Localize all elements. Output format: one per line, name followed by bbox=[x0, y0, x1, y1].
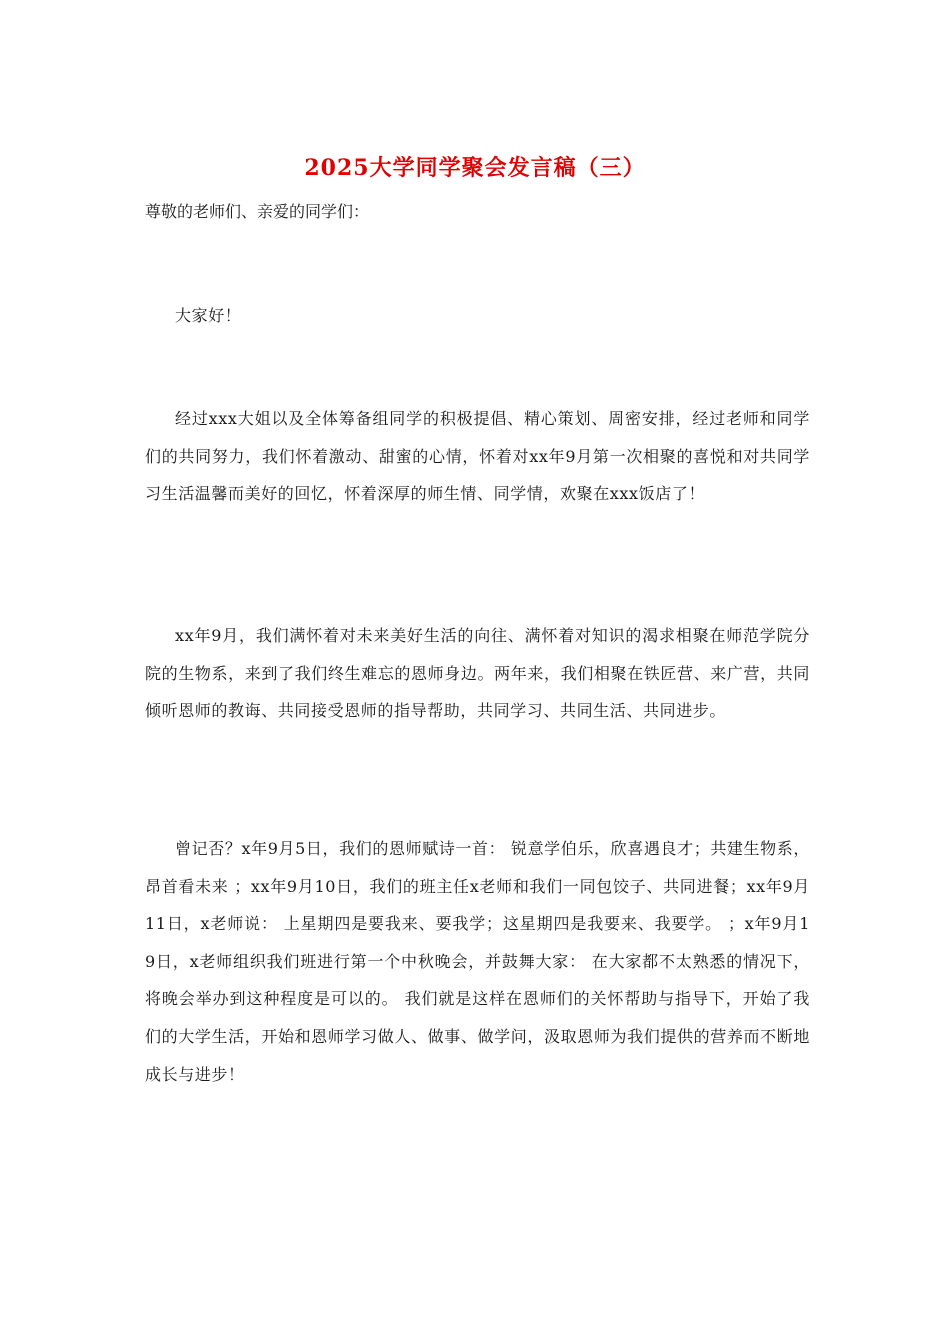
paragraph-greeting: 大家好！ bbox=[175, 306, 242, 325]
paragraph-memories: xx年9月，我们满怀着对未来美好生活的向往、满怀着对知识的渴求相聚在师范学院分院的生物系，来到了我们终生难忘的恩师身边。两年来，我们相聚在铁匠营、来广营，共同倾听恩师的教诲、共同接受恩师的指导帮助，共同学习、共同生活、共同进步。 bbox=[145, 626, 810, 721]
document-title: 2025大学同学聚会发言稿（三） bbox=[304, 155, 646, 181]
paragraph-recollections: 曾记否？x年9月5日，我们的恩师赋诗一首： 锐意学伯乐，欣喜遇良才；共建生物系，昂首看未来 ；xx年9月10日，我们的班主任x老师和我们一同包饺子、共同进餐；xx年9月11日，x老师说： 上星期四是要我来、要我学；这星期四是我要来、我要学。 ；x年9月19日，x老师组织我们班进行第一个中秋晚会，并鼓舞大家： 在大家都不太熟悉的情况下，将晚会举办到这种程度是可以的。 我们就是这样在恩师们的关怀帮助与指导下，开始了我们的大学生活，开始和恩师学习做人、做事、做学问，汲取恩师为我们提供的营养而不断地成长与进步！ bbox=[145, 839, 810, 1084]
salutation: 尊敬的老师们、亲爱的同学们： bbox=[145, 202, 370, 221]
paragraph-gathering: 经过xxx大姐以及全体筹备组同学的积极提倡、精心策划、周密安排，经过老师和同学们的共同努力，我们怀着激动、甜蜜的心情，怀着对xx年9月第一次相聚的喜悦和对共同学习生活温馨而美好的回忆，怀着深厚的师生情、同学情，欢聚在xxx饭店了！ bbox=[145, 409, 810, 504]
